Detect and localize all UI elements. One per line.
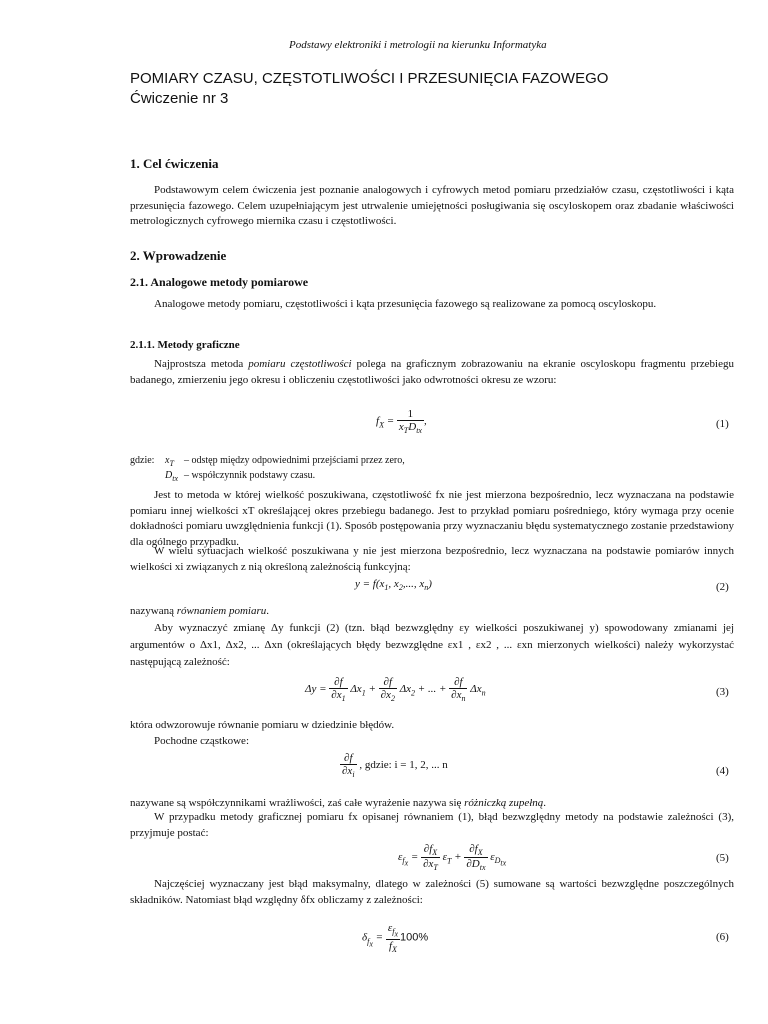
equation-2: $y = f(x_1$, $x_2$,..., $x_n$)	[355, 578, 432, 593]
equation-number-1: (1)	[716, 418, 729, 430]
paragraph-general-case: W wielu sytuacjach wielkość poszukiwana y nie jest mierzona bezpośrednio, lecz wyznaczana na podstawie pomiarów innych wielkości xi związanych z nią określoną zależnością funkcyjną:	[130, 545, 734, 573]
section-heading-2: 2. Wprowadzenie	[130, 248, 227, 263]
equation-number-2: (2)	[716, 581, 729, 593]
equation-4: $\frac{\partial f}{\partial x_i}$ , gdzie: i = 1, 2, ... n	[342, 752, 448, 780]
where-definition-2: – współczynnik podstawy czasu.	[184, 470, 316, 481]
paragraph-error-change: Aby wyznaczyć zmianę Δy funkcji (2) (tzn. błąd bezwzględny εy wielkości poszukiwanej y) spowodowany zmianami jej argumentów o Δx1, Δx2, ... Δxn (określających błędy bezwzględne εx1 , εx2 , ... εxn mierzonych wielkości) należy wykorzystać następującą zależność:	[130, 622, 734, 668]
where-symbol-2: $D_{tx}$	[165, 470, 179, 483]
equation-6: $\delta_{f_x}$ = $\frac{\varepsilon_{f_x}}{f_X}$ 100%	[362, 922, 429, 954]
paragraph-indirect-measurement: Jest to metoda w której wielkość poszukiwana, częstotliwość fx nie jest mierzona bezpośrednio, lecz wyznaczana na podstawie pomiaru innej wielkości xT określającej okres przebiegu badanego. Jest to przykład pomiaru pośredniego, który wymaga przy ocenie dokładności pomiaru uwzględnienia funkcji (1). Sposób postępowania przy wyznaczaniu błędu systematycznego zostanie przedstawiony dla ogólnego przypadku.	[130, 489, 734, 548]
subsection-heading-2-1-1: 2.1.1. Metody graficzne	[130, 339, 240, 351]
paragraph-graphic-method: Najprostsza metoda pomiaru częstotliwości polega na graficznym zobrazowaniu na ekranie oscyloskopu fragmentu przebiegu badanego, zmierzeniu jego okresu i obliczeniu częstotliwości jako odwrotności okresu ze wzoru:	[130, 358, 734, 386]
equation-number-6: (6)	[716, 931, 729, 943]
equation-number-4: (4)	[716, 765, 729, 777]
where-definition-1: – odstęp między odpowiednimi przejściami przez zero,	[184, 455, 405, 466]
paragraph-partial-derivatives: Pochodne cząstkowe:	[154, 735, 249, 747]
equation-number-3: (3)	[716, 686, 729, 698]
paragraph-max-error: Najczęściej wyznaczany jest błąd maksymalny, dlatego w zależności (5) sumowane są wartości bezwzględne poszczególnych składników. Natomiast błąd względny δfx obliczamy z zależności:	[130, 878, 734, 906]
equation-number-5: (5)	[716, 852, 729, 864]
paragraph-analog-methods: Analogowe metody pomiaru, częstotliwości i kąta przesunięcia fazowego są realizowane za pomocą oscyloskopu.	[154, 298, 657, 310]
equation-1: $f_X$ = $\frac{1}{x_TD_{tx}}$ ,	[376, 408, 427, 436]
where-symbol-1: $x_T$	[165, 455, 174, 468]
running-header: Podstawy elektroniki i metrologii na kierunku Informatyka	[289, 39, 547, 51]
where-label: gdzie:	[130, 455, 155, 466]
equation-5: $\varepsilon_{f_x}$ = $\frac{\partial f_X}{\partial x_T}$ $\varepsilon_T$ + $\frac{\partial f_X}{\partial D_{tx}}$ $\varepsilon_{D_{tx}}$	[398, 843, 507, 873]
paragraph-graphic-error: W przypadku metody graficznej pomiaru fx opisanej równaniem (1), błąd bezwzględny metody na podstawie zależności (3), przyjmuje postać:	[130, 811, 734, 839]
paragraph-error-domain: która odwzorowuje równanie pomiaru w dziedzinie błędów.	[130, 719, 395, 731]
subsection-heading-2-1: 2.1. Analogowe metody pomiarowe	[130, 275, 309, 289]
paragraph-goal: Podstawowym celem ćwiczenia jest poznanie analogowych i cyfrowych metod pomiaru przedziałów czasu, częstotliwości i kąta przesunięcia fazowego. Celem uzupełniającym jest utrwalenie umiejętności posługiwania się oscyloskopem oraz zbadanie właściwości metrologicznych cyfrowego miernika czasu i częstotliwości.	[130, 184, 734, 227]
document-title: POMIARY CZASU, CZĘSTOTLIWOŚCI I PRZESUNIĘCIA FAZOWEGO	[130, 70, 609, 87]
paragraph-measurement-equation: nazywaną równaniem pomiaru.	[130, 605, 270, 617]
paragraph-sensitivity: nazywane są współczynnikami wrażliwości, zaś całe wyrażenie nazywa się różniczką zupełną.	[130, 797, 547, 809]
exercise-number: Ćwiczenie nr 3	[130, 90, 229, 107]
section-heading-1: 1. Cel ćwiczenia	[130, 156, 219, 171]
equation-3: Δy = $\frac{\partial f}{\partial x_1}$ $\Delta x_1$ + $\frac{\partial f}{\partial x_2}$ $\Delta x_2$ + ... + $\frac{\partial f}{\partial x_n}$ $\Delta x_n$	[305, 676, 486, 704]
